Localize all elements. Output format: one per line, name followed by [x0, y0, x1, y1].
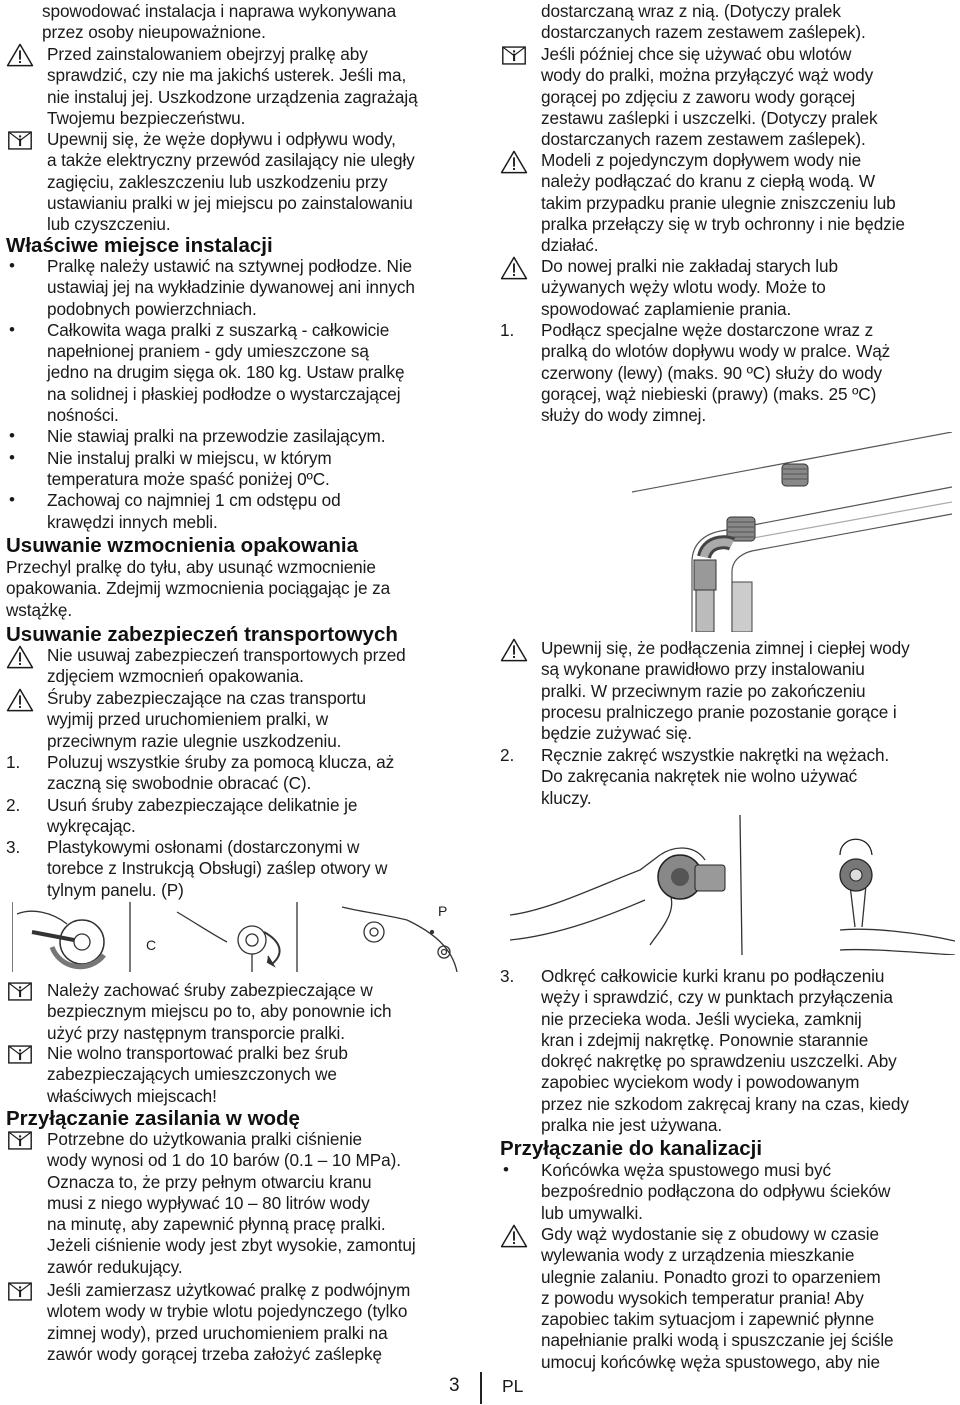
text-line: bezpośrednio podłączona do odpływu ścieków	[541, 1181, 891, 1202]
warning-single-inlet	[500, 150, 960, 256]
heading-packaging: Usuwanie wzmocnienia opakowania	[6, 534, 359, 557]
warning-icon	[500, 638, 530, 658]
info-keep-bolts	[6, 980, 509, 1044]
water-inlet-illustration	[632, 432, 952, 632]
text-line: pralki. W przeciwnym razie po zakończeniu	[541, 680, 866, 701]
text-line: jedno na drugim sięga ok. 180 kg. Ustaw pralkę	[47, 362, 405, 383]
text-line: • Nie instaluj pralki w miejscu, w którym	[47, 447, 332, 468]
text-line: Należy zachować śruby zabezpieczające w	[47, 980, 373, 1000]
warning-drain	[500, 1224, 960, 1373]
text-line: przeciwnym razie ulegnie uszkodzeniu.	[47, 730, 342, 751]
text-line: działać.	[541, 235, 599, 256]
text-line: procesu pralniczego pranie pozostanie gorące i	[541, 701, 897, 722]
text-line: • Nie stawiaj pralki na przewodzie zasilającym.	[47, 426, 386, 447]
warning-icon	[500, 256, 530, 276]
text-line: Ręcznie zakręć wszystkie nakrętki na wężach.	[541, 745, 890, 765]
text-line: tylnym panelu. (P)	[47, 879, 184, 900]
info-icon	[6, 1044, 36, 1064]
text-line: Oznacza to, że przy pełnym otwarciu kranu	[47, 1171, 372, 1192]
text-line: Jeśli zamierzasz użytkować pralkę z podwójnym	[47, 1280, 411, 1300]
text-line: zdjęciem wzmocnień opakowania.	[47, 666, 304, 687]
text-line: Poluzuj wszystkie śruby za pomocą klucza, aż	[47, 752, 395, 772]
text-line: Gdy wąż wydostanie się z obudowy w czasie	[541, 1224, 879, 1244]
text-line: z powodu wysokich temperatur prania! Aby	[541, 1287, 864, 1308]
text-line: wylewania wody z urządzenia mieszkanie	[541, 1245, 855, 1266]
text-line: Nie wolno transportować pralki bez śrub	[47, 1043, 348, 1063]
figure-label-c: C	[146, 937, 157, 953]
list-item	[6, 448, 468, 491]
text-line: dostarczaną wraz z nią. (Dotyczy pralek	[541, 1, 841, 21]
text-line: Przechyl pralkę do tyłu, aby usunąć wzmocnienie	[6, 557, 376, 577]
text-line: Odkręć całkowicie kurki kranu po podłączeniu	[541, 966, 885, 986]
warning-icon	[6, 645, 36, 665]
text-line: na solidnej i płaskiej podłodze o wystarczającej	[47, 383, 401, 404]
heading-drain: Przyłączanie do kanalizacji	[500, 1137, 763, 1160]
list-item	[6, 795, 468, 838]
text-line: na minutę, aby zapewnić płynną pracę pralki.	[47, 1214, 386, 1235]
warning-inspect	[6, 44, 509, 129]
text-line: zawór redukujący.	[47, 1256, 183, 1277]
warning-connections	[500, 638, 960, 744]
list-item	[6, 752, 468, 795]
text-line: Usuń śruby zabezpieczające delikatnie je	[47, 794, 358, 815]
text-line: takim przypadku pranie ulegnie zniszczeniu lub	[541, 192, 896, 213]
packaging-text	[6, 557, 468, 621]
warning-transport-1	[6, 645, 509, 688]
transport-bolts-illustration	[12, 902, 462, 972]
text-line: czerwony (lewy) (maks. 90 ºC) służy do wody	[541, 362, 883, 383]
text-line: wody do pralki, można przyłączyć wąż wody	[541, 65, 874, 86]
info-icon	[6, 1281, 36, 1301]
text-line: pralką do wlotów dopływu wody w pralce. Wąż	[541, 341, 891, 362]
text-line: należy podłączać do kranu z ciepłą wodą. W	[541, 171, 876, 192]
text-line: • Pralkę należy ustawić na sztywnej podłodze. Nie	[47, 256, 413, 276]
text-line: Do nowej pralki nie zakładaj starych lub	[541, 256, 838, 276]
text-line: wstążkę.	[6, 599, 73, 620]
text-line: ustawiaj jej na wykładzinie dywanowej ani innych	[47, 277, 415, 298]
warning-icon	[500, 150, 530, 170]
info-icon	[6, 1130, 36, 1150]
step-number: 1.	[6, 752, 21, 772]
text-line: pralka nie jest używana.	[541, 1115, 723, 1136]
text-line: nie przecieka woda. Jeśli wycieka, zamknij	[541, 1008, 862, 1029]
text-line: zestawu zaślepki i uszczelki. (Dotyczy pralek	[541, 107, 878, 128]
text-line: zapobiec takim sytuacjom i zapewnić płynne	[541, 1309, 875, 1330]
continued-text	[42, 1, 472, 44]
page-divider	[480, 1372, 482, 1404]
list-item	[500, 1160, 960, 1224]
text-line: Upewnij się, że podłączenia zimnej i ciepłej wody	[541, 638, 910, 658]
text-line: zaczną się swobodnie obracać (C).	[47, 773, 312, 794]
text-line: napełnianie pralki wodą i spuszczanie jej ściśle	[541, 1330, 894, 1351]
text-line: temperatura może spaść poniżej 0ºC.	[47, 468, 330, 489]
text-line: zapobiec wyciekom wody i powodowanym	[541, 1072, 860, 1093]
text-line: • Zachowaj co najmniej 1 cm odstępu od	[47, 490, 341, 511]
text-line: Podłącz specjalne węże dostarczone wraz z	[541, 320, 874, 340]
list-item	[6, 837, 468, 901]
text-line: Nie usuwaj zabezpieczeń transportowych przed	[47, 645, 406, 665]
text-line: zagięciu, zakleszczeniu lub uszkodzeniu przy	[47, 171, 388, 192]
text-line: nie instaluj jej. Uszkodzone urządzenia zagrażają	[47, 86, 418, 107]
warning-old-hoses	[500, 256, 960, 320]
step-2	[500, 745, 960, 809]
figure-label-p: P	[438, 903, 448, 919]
text-line: używanych węży wlotu wody. Może to	[541, 277, 826, 298]
text-line: przez osoby nieupoważnione.	[42, 22, 266, 43]
info-hoses	[6, 129, 509, 235]
page-number: 3	[449, 1375, 460, 1396]
warning-icon	[500, 1224, 530, 1244]
text-line: Jeżeli ciśnienie wody jest zbyt wysokie, zamontuj	[47, 1235, 416, 1256]
text-line: torebce z Instrukcją Obsługi) zaślep otwory w	[47, 858, 388, 879]
text-line: kluczy.	[541, 787, 592, 808]
text-line: Śruby zabezpieczające na czas transportu	[47, 688, 366, 708]
text-line: właściwych miejscach!	[47, 1085, 217, 1106]
text-line: krawędzi innych mebli.	[47, 511, 218, 532]
step-1	[500, 320, 960, 426]
text-line: spowodować zaplamienie prania.	[541, 298, 792, 319]
list-item	[6, 320, 468, 426]
text-line: Plastykowymi osłonami (dostarczonymi w	[47, 837, 360, 858]
text-line: wykręcając.	[47, 815, 136, 836]
text-line: opakowania. Zdejmij wzmocnienia pociągając je za	[6, 578, 391, 599]
text-line: ustawianiu pralki w jej miejscu po zainstalowaniu	[47, 192, 413, 213]
step-number: 1.	[500, 320, 515, 340]
info-icon	[6, 130, 36, 150]
step-number: 2.	[500, 745, 515, 765]
text-line: sprawdzić, czy nie ma jakichś usterek. Jeśli ma,	[47, 65, 407, 86]
text-line: przez nie szkodom zakręcaj krany na czas, kiedy	[541, 1093, 909, 1114]
text-line: Jeśli później chce się używać obu wlotów	[541, 44, 852, 64]
text-line: napełnionej praniem - gdy umieszczone są	[47, 341, 369, 362]
text-line: węży i sprawdzić, czy w punktach przyłączenia	[541, 987, 893, 1008]
text-line: podobnych powierzchniach.	[47, 298, 257, 319]
text-line: Twojemu bezpieczeństwu.	[47, 107, 246, 128]
text-line: służy do wody zimnej.	[541, 405, 707, 426]
info-icon	[500, 45, 530, 65]
text-line: Do zakręcania nakrętek nie wolno używać	[541, 766, 858, 787]
heading-water: Przyłączanie zasilania w wodę	[6, 1107, 300, 1130]
location-bullets	[6, 256, 468, 533]
text-line: zabezpieczających umieszczonych we	[47, 1064, 337, 1085]
text-line: • Końcówka węża spustowego musi być	[541, 1160, 831, 1180]
info-double-inlet	[6, 1280, 509, 1365]
warning-icon	[6, 43, 36, 63]
heading-transport: Usuwanie zabezpieczeń transportowych	[6, 623, 398, 646]
text-line: gorącej, wąż niebieski (prawy) (maks. 25 ºC)	[541, 383, 877, 404]
step-3	[500, 966, 960, 1136]
list-item	[6, 256, 468, 320]
text-line: nośności.	[47, 405, 119, 426]
text-line: ulegnie zalaniu. Ponadto grozi to oparzeniem	[541, 1266, 881, 1287]
text-line: będzie zużywać się.	[541, 723, 692, 744]
text-line: pralka przełączy się w tryb ochronny i nie będzie	[541, 213, 905, 234]
heading-location: Właściwe miejsce instalacji	[6, 234, 273, 257]
text-line: Upewnij się, że węże dopływu i odpływu wody,	[47, 129, 396, 149]
warning-transport-2	[6, 688, 509, 752]
text-line: dostarczanych razem zestawem zaślepek).	[541, 129, 866, 150]
step-number: 2.	[6, 794, 21, 815]
info-no-transport	[6, 1043, 509, 1107]
text-line: lub umywalki.	[541, 1202, 643, 1223]
continued-text	[541, 1, 960, 44]
text-line: gorącej po zdjęciu z zaworu wody gorącej	[541, 86, 856, 107]
text-line: kran i zdejmij nakrętkę. Ponownie starannie	[541, 1029, 869, 1050]
text-line: Przed zainstalowaniem obejrzyj pralkę aby	[47, 44, 368, 64]
text-line: wyjmij przed uruchomieniem pralki, w	[47, 709, 329, 730]
text-line: zimnej wody), przed uruchomieniem pralki na	[47, 1322, 388, 1343]
language-code: PL	[502, 1376, 524, 1396]
text-line: Potrzebne do użytkowania pralki ciśnienie	[47, 1129, 363, 1149]
step-number: 3.	[500, 966, 515, 986]
info-pressure	[6, 1129, 509, 1278]
text-line: musi z niego wypływać 10 – 80 litrów wody	[47, 1192, 370, 1213]
text-line: umocuj końcówkę węża spustowego, aby nie	[541, 1351, 880, 1372]
text-line: dokręć nakrętkę po sprawdzeniu uszczelki. Aby	[541, 1051, 897, 1072]
text-line: wlotem wody w trybie wlotu pojedynczego (tylko	[47, 1301, 408, 1322]
text-line: Modeli z pojedynczym dopływem wody nie	[541, 150, 862, 170]
info-icon	[6, 981, 36, 1001]
text-line: dostarczanych razem zestawem zaślepek).	[541, 22, 866, 43]
step-number: 3.	[6, 837, 21, 858]
list-item	[6, 426, 468, 447]
hose-nut-illustration	[510, 815, 955, 955]
list-item	[6, 490, 468, 533]
text-line: • Całkowita waga pralki z suszarką - całkowicie	[47, 319, 390, 340]
text-line: użyć przy następnym transporcie pralki.	[47, 1022, 345, 1043]
text-line: są wykonane prawidłowo przy instalowaniu	[541, 659, 865, 680]
text-line: spowodować instalacja i naprawa wykonywana	[42, 1, 397, 21]
text-line: a także elektryczny przewód zasilający nie uległy	[47, 150, 415, 171]
text-line: zawór wody gorącej trzeba założyć zaślepkę	[47, 1343, 382, 1364]
info-both-inlets	[500, 44, 960, 150]
text-line: bezpiecznym miejscu po to, aby ponownie ich	[47, 1001, 392, 1022]
warning-icon	[6, 688, 36, 708]
text-line: lub czyszczeniu.	[47, 214, 171, 235]
text-line: wody wynosi od 1 do 10 barów (0.1 – 10 MPa).	[47, 1150, 401, 1171]
transport-steps	[6, 752, 468, 901]
